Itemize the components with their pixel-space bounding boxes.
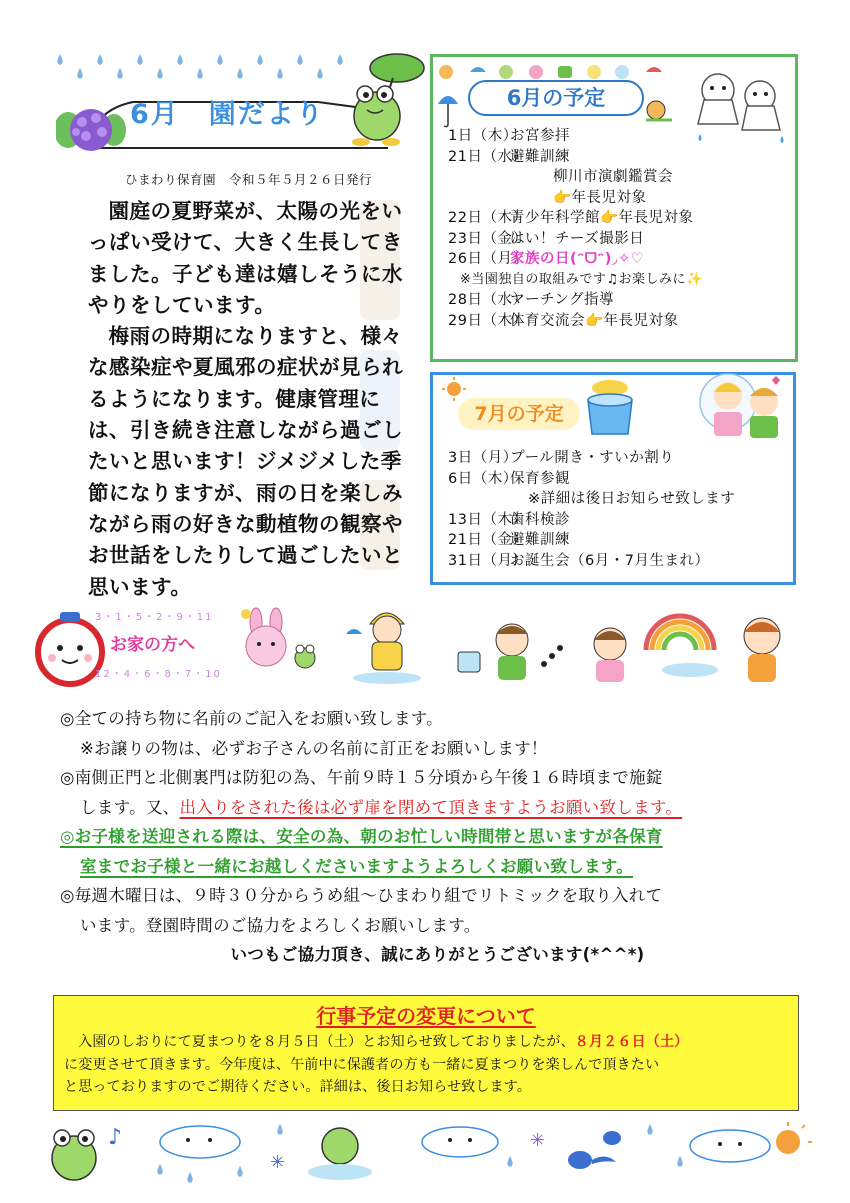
- family-section-title: お家の方へ: [110, 635, 195, 655]
- svg-text:✳: ✳: [530, 1130, 546, 1151]
- schedule-note: 柳川市演劇鑑賞会: [553, 169, 673, 185]
- july-schedule-title: 7月の予定: [458, 398, 580, 430]
- notices-section: [60, 704, 790, 970]
- sun-icon: [440, 376, 468, 402]
- children-icon: [698, 366, 792, 442]
- children-playing-icon: [452, 616, 582, 686]
- footer-decoration: [40, 1116, 820, 1192]
- clock-numbers-bottom: 12・4・6・8・7・10: [95, 669, 222, 680]
- schedule-note: ※当園独自の取組みです♫お楽しみに✨: [460, 271, 703, 287]
- page-title: 6月 園だより: [130, 99, 325, 130]
- notice-line: います。登園時間のご協力をよろしくお願いします。: [80, 915, 481, 935]
- svg-text:♪: ♪: [108, 1125, 123, 1150]
- schedule-note: ※詳細は後日お知らせ致します: [528, 491, 736, 507]
- bucket-icon: [580, 378, 640, 438]
- schedule-note: 👉年長児対象: [553, 189, 647, 206]
- cloud-icon: [422, 1127, 498, 1157]
- schedule-item: 21日（金）避難訓練: [448, 532, 570, 548]
- svg-text:✳: ✳: [270, 1152, 286, 1173]
- notice-line: ◎毎週木曜日は、９時３０分からうめ組～ひまわり組でリトミックを取り入れて: [60, 886, 663, 905]
- schedule-item: 6日（木）保育参観: [448, 470, 570, 487]
- intro-paragraph: 梅雨の時期になりますと、様々な感染症や夏風邪の症状が見られるようになります。健康管理には、引き続き注意しながら過ごしたいと思います！ジメジメした季節になりますが、雨の日を楽しみながら雨の好きな動植物の観察やお世話をしたりして過ごしたいと思います。: [88, 324, 403, 599]
- schedule-item: 3日（月）プール開き・すいか割り: [448, 450, 675, 466]
- raindrop-icon: [57, 54, 342, 79]
- notice-line: します。又、出入りをされた後は必ず扉を閉めて頂きますようお願い致します。: [80, 797, 683, 817]
- event-change-box: [53, 995, 799, 1111]
- clock-numbers-top: 3・1・5・2・9・11: [95, 612, 214, 623]
- notice-line: ◎全ての持ち物に名前のご記入をお願い致します。: [60, 709, 443, 728]
- notice-line: ※お譲りの物は、必ずお子さんの名前に訂正をお願いします！: [80, 738, 548, 758]
- june-border-icons: [436, 60, 672, 82]
- frog-umbrella-icon: [308, 1128, 372, 1180]
- girl-umbrella-icon: [732, 608, 802, 684]
- child-raincoat-icon: [340, 598, 440, 686]
- schedule-item: 28日（水）マーチング指導: [448, 292, 614, 308]
- cloud-icon: [160, 1126, 240, 1158]
- schedule-item: 13日（木）歯科検診: [448, 511, 570, 528]
- notice-emphasis-red: 出入りをされた後は必ず扉を閉めて頂きますようお願い致します。: [179, 797, 683, 817]
- june-schedule-list: [448, 126, 793, 331]
- frog-icon: [345, 50, 425, 150]
- new-date: ８月２６日（土）: [574, 1034, 689, 1050]
- event-change-title: 行事予定の変更について: [316, 1004, 536, 1028]
- notice-line: ◎南側正門と北側裏門は防犯の為、午前９時１５分頃から午後１６時頃まで施錠: [60, 768, 663, 787]
- rainbow-icon: [640, 600, 720, 680]
- issuer-line: ひまわり保育園 令和５年５月２６日発行: [125, 172, 373, 187]
- frog-icon: [52, 1130, 96, 1180]
- event-change-body: 入園のしおりにて夏まつりを８月５日（土）とお知らせ致しておりましたが、８月２６日（土） に変更させて頂きます。今年度は、午前中に保護者の方も一緒に夏まつりを楽しんで頂きたい と思っておりますのでご期待ください。詳細は、後日お知らせ致します。: [64, 1034, 689, 1095]
- schedule-item: 21日（水）避難訓練: [448, 148, 570, 165]
- intro-text: [88, 196, 410, 603]
- schedule-item: 29日（木）体育交流会👉年長児対象: [448, 312, 679, 329]
- snail-icon: [644, 96, 674, 124]
- schedule-item: 22日（木）青少年科学館👉年長児対象: [448, 210, 694, 226]
- sun-icon: [776, 1122, 812, 1154]
- raindrop-icon: [157, 1124, 682, 1183]
- notice-line-green: 室までお子様と一緒にお越しくださいますようよろしくお願い致します。: [80, 856, 634, 876]
- tadpole-icon: [568, 1131, 621, 1169]
- schedule-item-highlight: 26日（月）家族の日(ᵔᗜᵔ)◞✧♡: [448, 251, 645, 267]
- girl-icon: [580, 620, 640, 684]
- schedule-item: 31日（月）お誕生会（6月・7月生まれ）: [448, 552, 710, 569]
- schedule-item: 1日（木）お宮参拝: [448, 128, 570, 144]
- july-schedule-list: [448, 448, 793, 571]
- schedule-item: 23日（金）はい！チーズ撮影日: [448, 230, 645, 247]
- cloud-icon: [690, 1130, 770, 1162]
- intro-paragraph: 園庭の夏野菜が、太陽の光をいっぱい受けて、大きく生長してきました。子ども達は嬉しそうに水やりをしています。: [88, 199, 403, 317]
- notice-line-green: ◎お子様を送迎される際は、安全の為、朝のお忙しい時間帯と思いますが各保育: [60, 827, 663, 846]
- hydrangea-icon: [56, 104, 126, 156]
- june-schedule-title: 6月の予定: [468, 80, 644, 116]
- thanks-line: いつもご協力頂き、誠にありがとうございます(*^^*): [230, 945, 645, 964]
- frog-small-icon: [290, 640, 320, 670]
